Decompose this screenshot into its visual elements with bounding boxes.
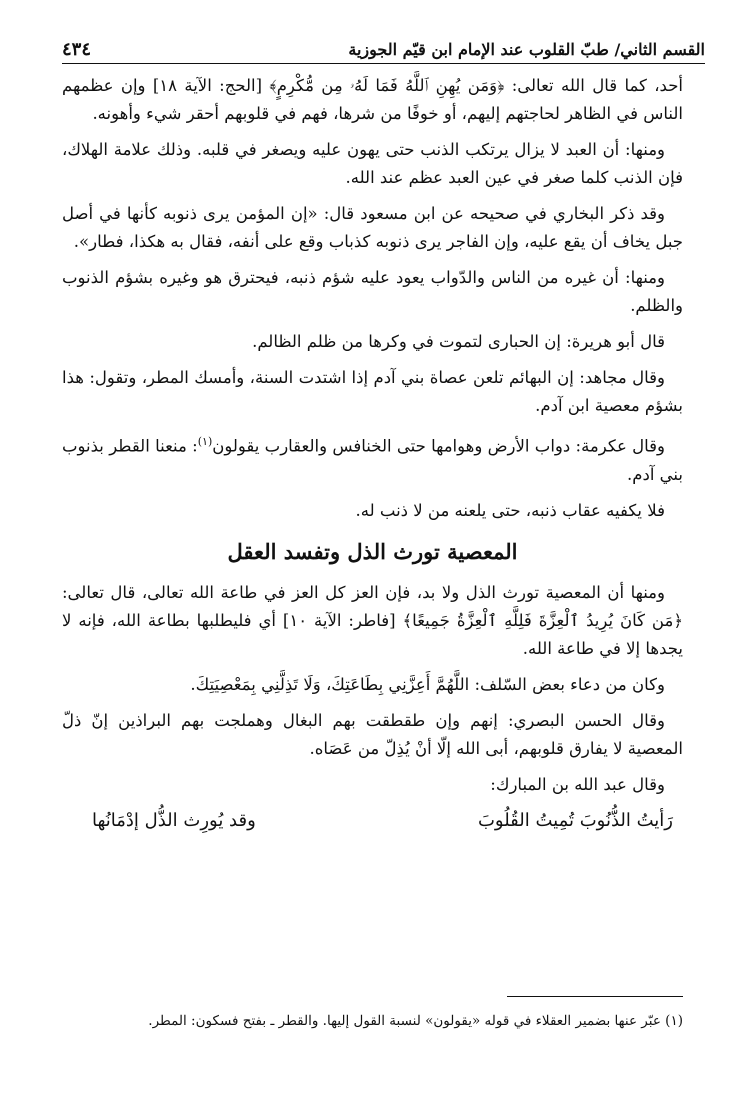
paragraph: فلا يكفيه عقاب ذنبه، حتى يلعنه من لا ذنب له. (355, 500, 665, 520)
paragraph-text: وقال عكرمة: دواب الأرض وهوامها حتى الخنافس والعقارب يقولون (212, 436, 665, 456)
paragraph: وكان من دعاء بعض السّلف: اللَّهُمَّ أَعِزَّنِي بِطَاعَتِكَ، وَلَا تَذِلَّنِي بِمَعْصِيَتِكَ. (190, 674, 665, 694)
header-divider (62, 63, 705, 64)
paragraph: قال أبو هريرة: إن الحبارى لتموت في وكرها من ظلم الظالم. (252, 332, 665, 351)
paragraph: وقد ذكر البخاري في صحيحه عن ابن مسعود قال: «إن المؤمن يرى ذنوبه كأنها في أصل جبل يخاف أن يقع عليه، وإن الفاجر يرى ذنوبه كذباب وقع على أنفه، فقال به هكذا، فطار». (62, 204, 683, 251)
paragraph (62, 428, 683, 489)
main-text (62, 72, 683, 835)
paragraph: ومنها: أن العبد لا يزال يرتكب الذنب حتى يهون عليه ويصغر في قلبه. وذلك علامة الهلاك، فإن الذنب كلما صغر في عين العبد عظم عند الله. (62, 140, 683, 187)
running-title: القسم الثاني/ طبّ القلوب عند الإمام ابن قيّم الجوزية (348, 39, 705, 59)
paragraph-text: : منعنا القطر بذنوب بني آدم. (62, 436, 683, 484)
poem-verse (62, 807, 683, 835)
paragraph: ومنها أن المعصية تورث الذل ولا بد، فإن العز كل العز في طاعة الله تعالى، قال تعالى: ﴿مَن كَانَ يُرِيدُ ٱلْعِزَّةَ فَلِلَّهِ ٱلْعِزَّةُ جَمِيعًا﴾ [فاطر: الآية ١٠] أي فليطلبها بطاعة الله، فإنه لا يجدها إلا في طاعة الله. (62, 582, 684, 658)
poem-hemistich-first: رَأيتُ الذُّنُوبَ تُمِيتُ القُلُوبَ (477, 809, 673, 831)
section-heading: المعصية تورث الذل وتفسد العقل (227, 538, 518, 564)
page-number: ٤٣٤ (62, 38, 92, 60)
paragraph: أحد، كما قال الله تعالى: ﴿وَمَن يُهِنِ ٱللَّهُ فَمَا لَهُۥ مِن مُّكْرِمٍ﴾ [الحج: الآية ١٨] وإن عظمهم الناس في الظاهر لحاجتهم إليهم، أو خوفًا من شرها، فهم في قلوبهم أحقر شيء وأهونه. (62, 76, 683, 123)
poem-hemistich-second: وقد يُورِث الذُّل إدْمَانُها (92, 809, 256, 831)
footnote-divider (507, 996, 683, 997)
footnote-marker: (١) (197, 435, 213, 448)
page-header (62, 34, 705, 64)
footnote: (١) عبّر عنها بضمير العقلاء في قوله «يقولون» لنسبة القول إليها. والقطر ـ بفتح فسكون: المطر. (148, 1013, 683, 1029)
paragraph: وقال الحسن البصري: إنهم وإن طقطقت بهم البغال وهملجت بهم البراذين إنّ ذلّ المعصية لا يفارق قلوبهم، أبى الله إلّا أنْ يُذِلّ من عَصَاه. (62, 710, 683, 758)
paragraph: وقال مجاهد: إن البهائم تلعن عصاة بني آدم إذا اشتدت السنة، وأمسك المطر، وتقول: هذا بشؤم معصية ابن آدم. (62, 368, 683, 415)
paragraph: ومنها: أن غيره من الناس والدّواب يعود عليه شؤم ذنبه، فيحترق هو وغيره بشؤم الذنوب والظلم. (62, 268, 683, 315)
paragraph: وقال عبد الله بن المبارك: (490, 774, 665, 794)
